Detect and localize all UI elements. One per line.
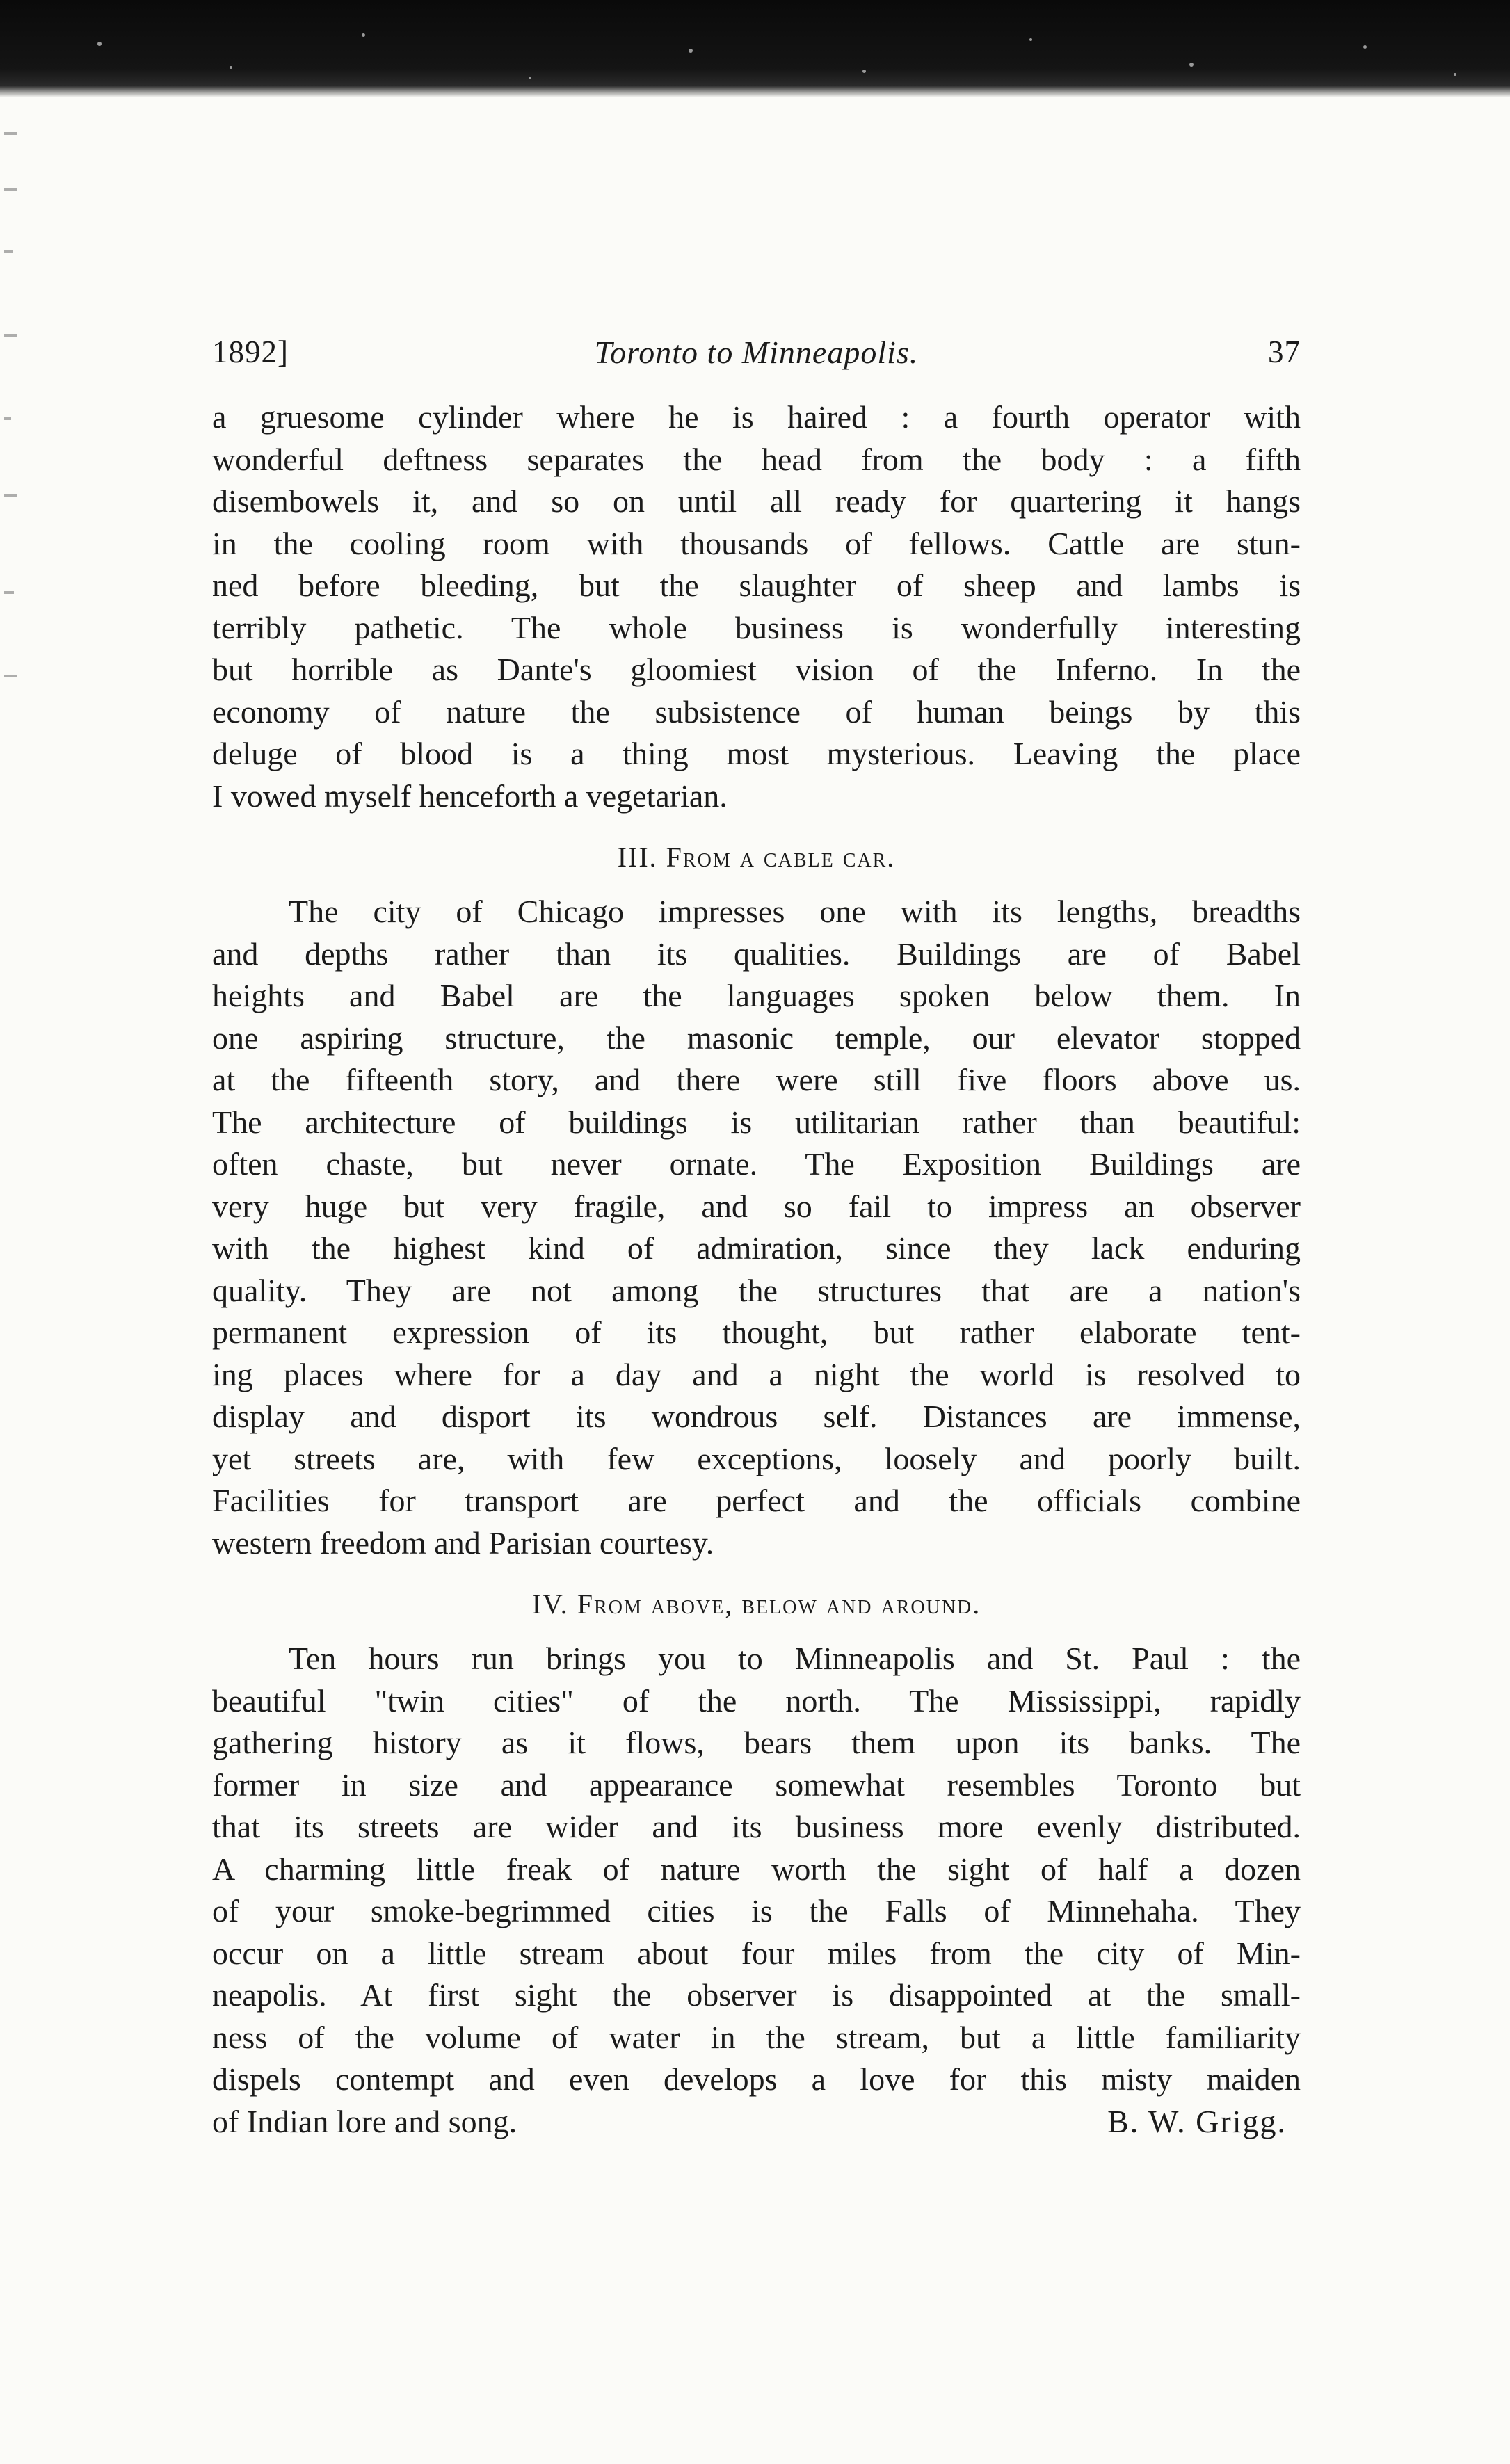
- text-line: neapolis. At first sight the observer is disappointed at the small-: [212, 1977, 1301, 2013]
- text-line: heights and Babel are the languages spoken below them. In: [212, 978, 1301, 1013]
- text-line: yet streets are, with few exceptions, loosely and poorly built.: [212, 1440, 1301, 1476]
- text-line: and depths rather than its qualities. Buildings are of Babel: [212, 935, 1301, 972]
- text-line: one aspiring structure, the masonic temple, our elevator stopped: [212, 1020, 1301, 1056]
- text-line: occur on a little stream about four miles from the city of Min-: [212, 1935, 1301, 1971]
- author-signature: B. W. Grigg.: [1107, 2103, 1287, 2139]
- closing-line: [212, 2101, 1301, 2143]
- text-line: The architecture of buildings is utilitarian rather than beautiful:: [212, 1104, 1301, 1140]
- paragraph-slaughterhouse: [212, 396, 1301, 817]
- text-line: terribly pathetic. The whole business is wonderfully interesting: [212, 609, 1301, 645]
- text-line: former in size and appearance somewhat resembles Toronto but: [212, 1766, 1301, 1803]
- text-line: A charming little freak of nature worth the sight of half a dozen: [212, 1851, 1301, 1887]
- section-heading-3: [212, 837, 1301, 878]
- section-numeral: III.: [617, 842, 658, 873]
- text-line: gathering history as it flows, bears them upon its banks. The: [212, 1725, 1301, 1760]
- section-title: From above, below and around.: [577, 1588, 981, 1620]
- text-line: disembowels it, and so on until all ready for quartering it hangs: [212, 483, 1301, 519]
- text-line: Ten hours run brings you to Minneapolis and St. Paul : the: [289, 1641, 1301, 1676]
- text-line: The city of Chicago impresses one with its lengths, breadths: [289, 894, 1301, 929]
- text-line: wonderful deftness separates the head from the body : a fifth: [212, 441, 1301, 477]
- text-line: in the cooling room with thousands of fellows. Cattle are stun-: [212, 525, 1301, 561]
- text-line: deluge of blood is a thing most mysterious. Leaving the place: [212, 736, 1301, 771]
- text-line: often chaste, but never ornate. The Exposition Buildings are: [212, 1146, 1301, 1182]
- paragraph-minneapolis: [212, 1638, 1301, 2143]
- text-line: display and disport its wondrous self. Distances are immense,: [212, 1399, 1301, 1434]
- text-line: dispels contempt and even develops a love for this misty maiden: [212, 2061, 1301, 2097]
- text-line: ned before bleeding, but the slaughter of sheep and lambs is: [212, 567, 1301, 603]
- text-line: economy of nature the subsistence of human beings by this: [212, 693, 1301, 730]
- text-line: I vowed myself henceforth a vegetarian.: [212, 778, 728, 814]
- running-head: [212, 334, 1301, 389]
- text-line: ing places where for a day and a night the world is resolved to: [212, 1356, 1301, 1392]
- running-head-year: 1892]: [212, 335, 289, 369]
- section-heading-4: [212, 1584, 1301, 1625]
- text-line: quality. They are not among the structures that are a nation's: [212, 1272, 1301, 1308]
- paragraph-chicago: [212, 891, 1301, 1564]
- text-line: but horrible as Dante's gloomiest vision of the Inferno. In the: [212, 652, 1301, 687]
- text-line: western freedom and Parisian courtesy.: [212, 1524, 714, 1561]
- book-page: [212, 334, 1301, 2143]
- running-head-title: Toronto to Minneapolis.: [594, 335, 919, 370]
- scan-border: [0, 0, 1510, 97]
- text-line: ness of the volume of water in the stream, but a little familiarity: [212, 2019, 1301, 2055]
- page-number: 37: [1268, 335, 1301, 369]
- text-line: a gruesome cylinder where he is haired : a fourth operator with: [212, 399, 1301, 435]
- text-line: of Indian lore and song.: [212, 2103, 517, 2139]
- text-line: with the highest kind of admiration, since they lack enduring: [212, 1230, 1301, 1266]
- text-line: very huge but very fragile, and so fail to impress an observer: [212, 1188, 1301, 1224]
- text-line: permanent expression of its thought, but rather elaborate tent-: [212, 1314, 1301, 1350]
- text-line: beautiful "twin cities" of the north. The Mississippi, rapidly: [212, 1682, 1301, 1718]
- text-line: at the fifteenth story, and there were still five floors above us.: [212, 1062, 1301, 1097]
- text-line: of your smoke-begrimmed cities is the Falls of Minnehaha. They: [212, 1893, 1301, 1928]
- text-line: Facilities for transport are perfect and the officials combine: [212, 1483, 1301, 1518]
- text-line: that its streets are wider and its business more evenly distributed.: [212, 1809, 1301, 1844]
- binding-edge: [0, 104, 32, 800]
- section-title: From a cable car.: [666, 842, 896, 873]
- section-numeral: IV.: [531, 1588, 569, 1620]
